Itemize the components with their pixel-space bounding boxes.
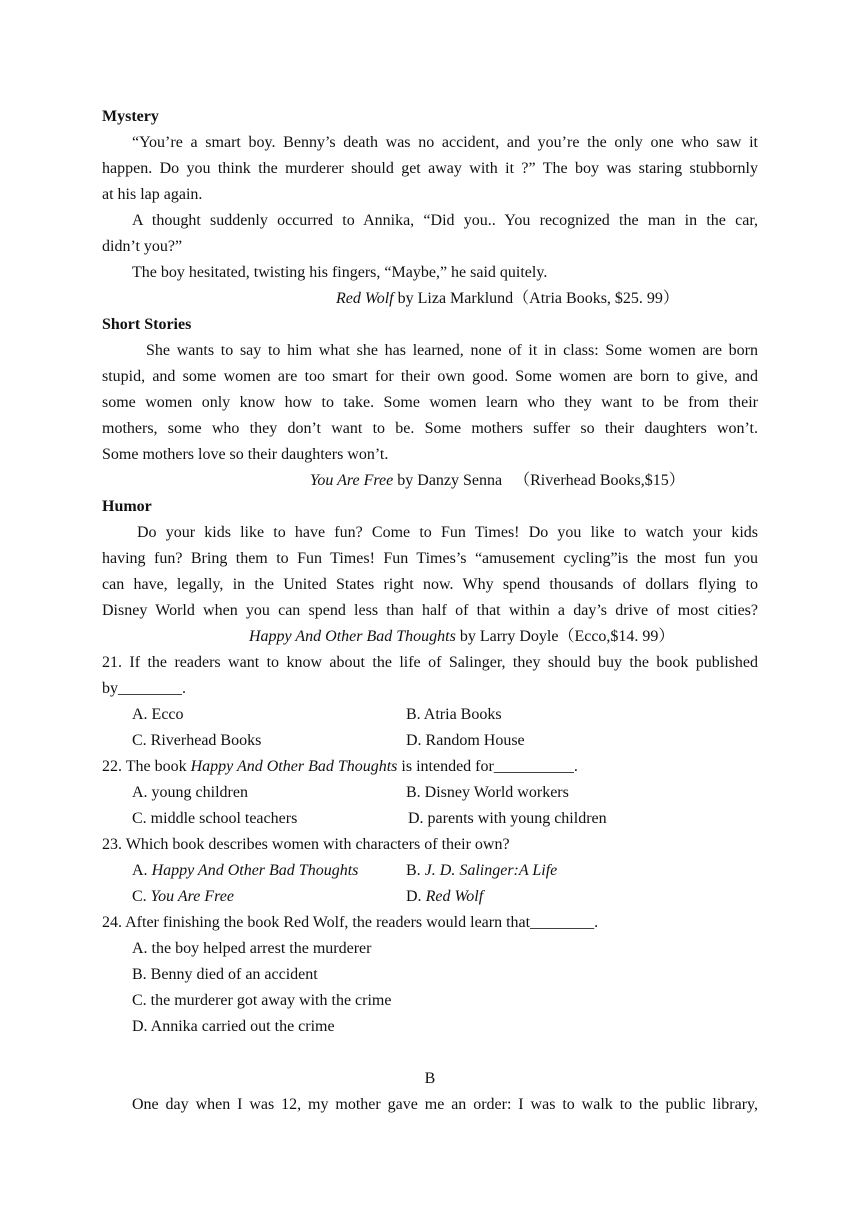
question-22-stem (102, 754, 758, 780)
question-21-options (102, 728, 758, 754)
paragraph-line: stupid, and some women are too smart for their own good. Some women are born to give, and (102, 368, 758, 385)
option-a (132, 858, 358, 884)
paragraph-line: Disney World when you can spend less than half of that within a day’s drive of most cities? (102, 602, 758, 619)
stem-text: is intended for__________. (397, 758, 578, 775)
book-title: Red Wolf (336, 290, 394, 307)
paragraph-line: The boy hesitated, twisting his fingers, “Maybe,” he said quitely. (132, 264, 548, 281)
book-details: by Larry Doyle（Ecco,$14. 99） (455, 628, 675, 645)
option-d: D. Random House (406, 732, 525, 749)
question-21-stem: by________. (102, 680, 186, 697)
option-c: C. the murderer got away with the crime (132, 992, 392, 1009)
option-b: B. Atria Books (406, 706, 502, 723)
section-heading-short-stories: Short Stories (102, 316, 192, 333)
option-text: Red Wolf (425, 888, 484, 905)
paragraph-line: “You’re a smart boy. Benny’s death was no accident, and you’re the only one who saw it (132, 134, 758, 151)
question-21-stem: 21. If the readers want to know about the life of Salinger, they should buy the book published (102, 654, 758, 671)
book-details: by Danzy Senna （Riverhead Books,$15） (393, 472, 685, 489)
paragraph-line: can have, legally, in the United States right now. Why spend thousands of dollars flying to (102, 576, 758, 593)
paragraph-line: Do your kids like to have fun? Come to Fun Times! Do you like to watch your kids (137, 524, 758, 541)
book-details: by Liza Marklund（Atria Books, $25. 99） (393, 290, 679, 307)
option-d: D. Annika carried out the crime (132, 1018, 335, 1035)
book-source (102, 286, 758, 312)
question-23-options (102, 884, 758, 910)
option-b: B. Benny died of an accident (132, 966, 318, 983)
paragraph-line: happen. Do you think the murderer should get away with it ?” The boy was staring stubbornly (102, 160, 758, 177)
paragraph-line: Some mothers love so their daughters won’t. (102, 446, 389, 463)
document-page (102, 104, 758, 1118)
option-a: A. Ecco (132, 706, 184, 723)
section-heading-mystery: Mystery (102, 108, 159, 125)
question-23-stem: 23. Which book describes women with characters of their own? (102, 836, 510, 853)
option-c (132, 884, 234, 910)
book-title: Happy And Other Bad Thoughts (190, 758, 398, 775)
question-24-stem: 24. After finishing the book Red Wolf, the readers would learn that________. (102, 914, 599, 931)
paragraph-line: having fun? Bring them to Fun Times! Fun Times’s “amusement cycling”is the most fun you (102, 550, 758, 567)
paragraph-line: at his lap again. (102, 186, 203, 203)
option-text: You Are Free (150, 888, 234, 905)
stem-text: 22. The book (102, 758, 191, 775)
book-source (102, 624, 758, 650)
paragraph-line: some women only know how to take. Some women learn who they want to be from their (102, 394, 758, 411)
option-letter: D. (406, 888, 426, 905)
question-22-options (102, 780, 758, 806)
paragraph-line: mothers, some who they don’t want to be. Some mothers suffer so their daughters won’t. (102, 420, 758, 437)
option-c: C. middle school teachers (132, 810, 298, 827)
book-title: You Are Free (310, 472, 394, 489)
book-source (102, 468, 758, 494)
book-title: Happy And Other Bad Thoughts (249, 628, 456, 645)
option-d (406, 884, 483, 910)
option-b (406, 858, 557, 884)
option-d: D. parents with young children (408, 810, 607, 827)
section-heading-humor: Humor (102, 498, 152, 515)
option-c: C. Riverhead Books (132, 732, 262, 749)
paragraph-line: One day when I was 12, my mother gave me an order: I was to walk to the public library, (132, 1096, 758, 1113)
part-b-label: B (424, 1070, 436, 1087)
option-text: J. D. Salinger:A Life (424, 862, 558, 879)
question-21-options (102, 702, 758, 728)
option-letter: B. (406, 862, 425, 879)
question-22-options (102, 806, 758, 832)
paragraph-line: didn’t you?” (102, 238, 183, 255)
option-letter: C. (132, 888, 151, 905)
paragraph-line: A thought suddenly occurred to Annika, “Did you.. You recognized the man in the car, (132, 212, 758, 229)
option-letter: A. (132, 862, 152, 879)
option-b: B. Disney World workers (406, 784, 569, 801)
question-23-options (102, 858, 758, 884)
spacer (102, 1040, 758, 1066)
option-a: A. young children (132, 784, 248, 801)
option-a: A. the boy helped arrest the murderer (132, 940, 372, 957)
option-text: Happy And Other Bad Thoughts (151, 862, 359, 879)
paragraph-line: She wants to say to him what she has learned, none of it in class: Some women are born (146, 342, 758, 359)
